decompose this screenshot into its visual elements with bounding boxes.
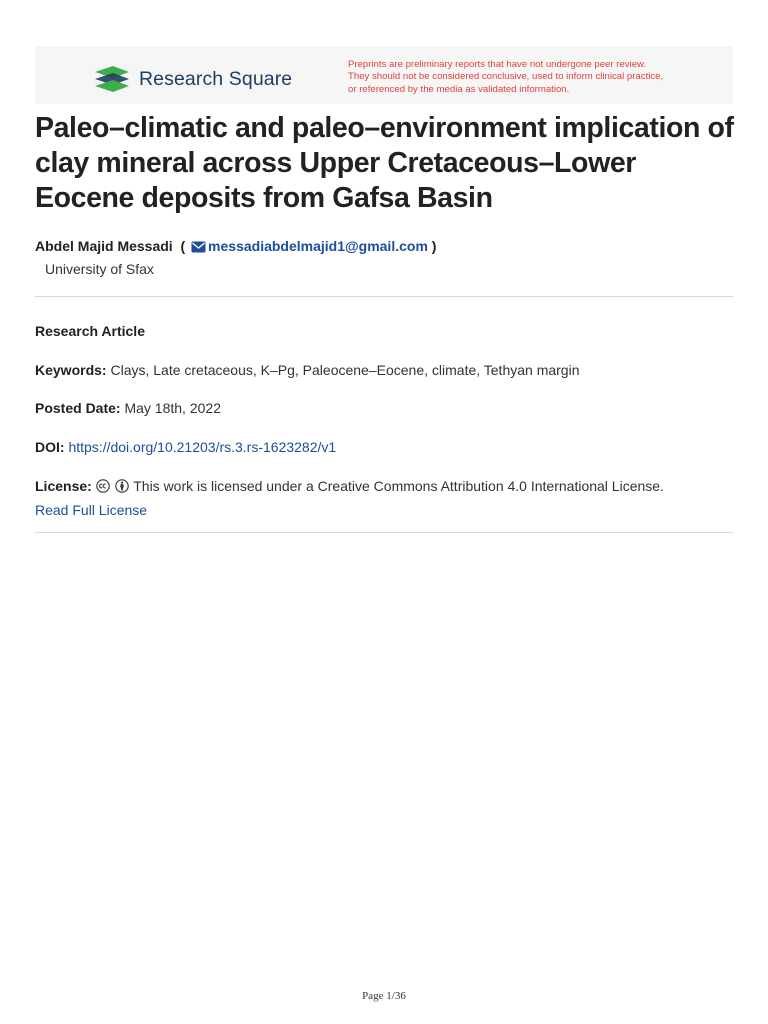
envelope-icon bbox=[191, 240, 206, 256]
divider bbox=[35, 532, 733, 533]
license-label: License: bbox=[35, 478, 92, 494]
keywords-value: Clays, Late cretaceous, K–Pg, Paleocene–Eocene, climate, Tethyan margin bbox=[110, 362, 580, 378]
research-square-logo-icon bbox=[93, 64, 131, 94]
read-full-license-row bbox=[35, 502, 147, 518]
open-paren: ( bbox=[180, 238, 186, 254]
logo-text: Research Square bbox=[139, 67, 293, 90]
posted-date-label: Posted Date: bbox=[35, 400, 121, 416]
posted-date-row bbox=[35, 400, 221, 416]
research-square-logo[interactable] bbox=[93, 64, 292, 94]
doi-row bbox=[35, 439, 336, 455]
article-type: Research Article bbox=[35, 323, 145, 339]
license-text: This work is licensed under a Creative Commons Attribution 4.0 International License. bbox=[133, 478, 664, 494]
author-affiliation: University of Sfax bbox=[45, 261, 154, 277]
notice-line: Preprints are preliminary reports that have not undergone peer review. bbox=[348, 59, 647, 70]
author-line bbox=[35, 238, 436, 256]
keywords-row bbox=[35, 362, 579, 378]
doi-link[interactable]: https://doi.org/10.21203/rs.3.rs-1623282/v1 bbox=[68, 439, 337, 455]
doi-label: DOI: bbox=[35, 439, 65, 455]
notice-line: They should not be considered conclusive, used to inform clinical practice, bbox=[348, 71, 664, 83]
page-number: Page 1/36 bbox=[362, 990, 406, 1002]
keywords-label: Keywords: bbox=[35, 362, 107, 378]
license-row bbox=[35, 478, 664, 496]
author-name: Abdel Majid Messadi bbox=[35, 238, 173, 254]
close-paren: ) bbox=[431, 238, 437, 254]
divider bbox=[35, 296, 733, 297]
attribution-icon bbox=[115, 479, 129, 496]
paper-title: Paleo–climatic and paleo–environment implication of clay mineral across Upper Cretaceous–Lower Eocene deposits from Gafsa Basin bbox=[35, 112, 734, 214]
preprint-notice bbox=[348, 59, 708, 96]
author-email-link[interactable]: messadiabdelmajid1@gmail.com bbox=[208, 238, 428, 254]
read-full-license-link[interactable]: Read Full License bbox=[35, 502, 148, 518]
posted-date-value: May 18th, 2022 bbox=[124, 400, 221, 416]
creative-commons-icon bbox=[96, 479, 110, 496]
notice-line: or referenced by the media as validated information. bbox=[348, 83, 570, 95]
